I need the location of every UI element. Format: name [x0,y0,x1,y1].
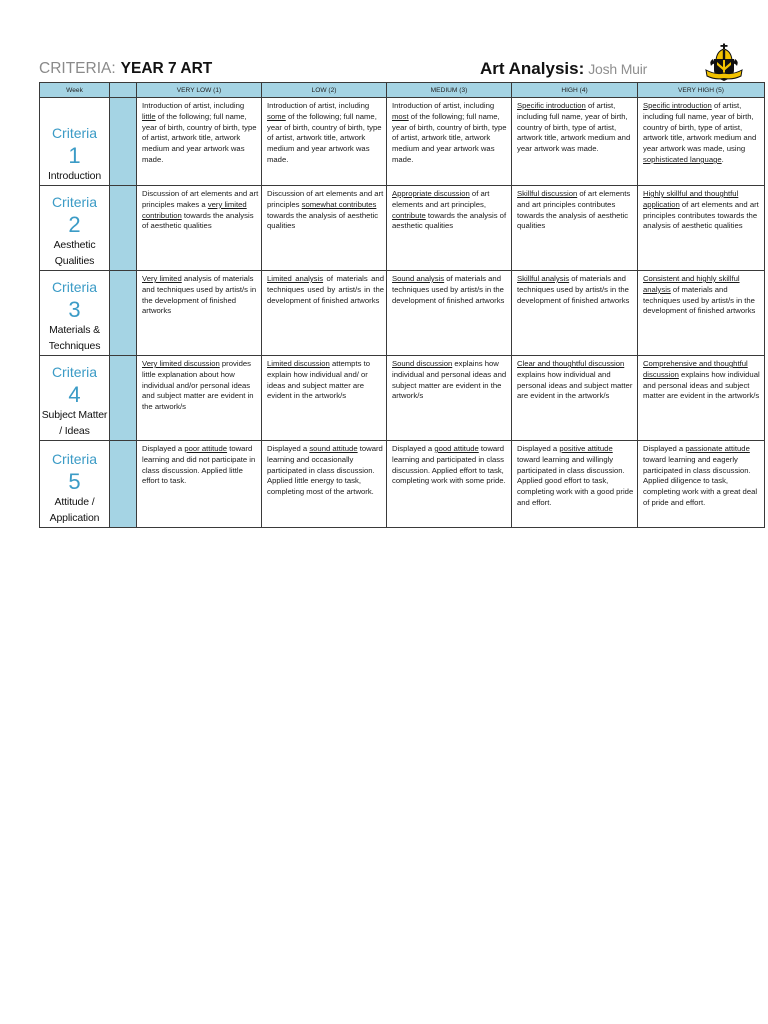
descriptor-high [512,356,638,441]
rubric-table [39,82,765,528]
emphasis-text: Sound discussion [392,359,453,368]
descriptor-low [262,186,387,271]
emphasis-text: passionate attitude [685,444,750,453]
descriptor-text: Discussion of art elements and art principles makes a [142,189,259,209]
criteria-name-line: Aesthetic [53,239,96,251]
emphasis-text: Consistent and highly skillful analysis [643,274,740,294]
criteria-name-line: Materials & [49,324,100,336]
descriptor-low [262,98,387,186]
level-header-very-high: VERY HIGH (5) [638,83,765,98]
descriptor-very-low [137,441,262,528]
descriptor-medium [387,441,512,528]
descriptor-text: toward learning and eagerly participated in class discussion. Applied diligence to task, completing work with a great deal of pride and effort. [643,454,758,507]
criteria-name-line: Techniques [48,339,101,352]
emphasis-text: very limited contribution [142,199,247,220]
shaded-column-cell [110,186,137,271]
descriptor-very-high [638,98,765,186]
rubric-header-row [40,83,765,98]
criteria-number: 2 [68,212,81,237]
descriptor-text: of artist, including full name, year of birth, country of birth, type of artist, artwork title, artwork medium and year artwork was made, using [643,101,757,154]
criteria-name-line: Introduction [47,169,102,182]
emphasis-text: Comprehensive and thoughtful discussion [643,359,748,379]
descriptor-text: toward learning and occasionally participated in class discussion. Applied little energy to task, completing most of the artwork. [267,444,383,497]
criteria-label-cell [40,356,110,441]
descriptor-text: toward learning and willingly participated in class discussion. Applied good effort to task, completing work with a good pride and effort. [517,454,634,507]
document-title [39,60,212,78]
emphasis-text: positive attitude [559,444,613,453]
descriptor-text: Discussion of art elements and art principles [267,189,384,209]
week-header: Week [40,83,110,98]
level-header-medium: MEDIUM (3) [387,83,512,98]
descriptor-text: . [721,154,724,164]
descriptor-low [262,271,387,356]
shaded-column-cell [110,441,137,528]
descriptor-text: of the following; full name, year of birth, country of birth, type of artist, artwork title, artwork medium and year artwork was made. [267,111,382,164]
descriptor-text: attempts to explain how individual and/ or ideas and subject matter are evident in the artwork/s [267,359,370,401]
descriptor-text: towards the analysis of aesthetic qualities [142,210,254,231]
criteria-name-line: Subject Matter [41,409,108,421]
descriptor-high [512,98,638,186]
emphasis-text: Highly skillful and thoughtful application [643,189,739,209]
emphasis-text: poor attitude [184,444,228,453]
emphasis-text: Appropriate discussion [392,189,470,198]
emphasis-text: Very limited discussion [142,359,220,368]
emphasis-text: Very limited [142,274,182,283]
emphasis-text: Specific introduction [643,101,712,110]
criteria-number: 1 [68,142,81,168]
descriptor-low [262,356,387,441]
criteria-name-line: Attitude / [54,496,95,508]
criteria-row-2 [40,186,765,271]
descriptor-text: Introduction of artist, including [392,101,495,110]
descriptor-text: of materials and techniques used by artist/s in the development of finished artworks [643,284,756,316]
criteria-row-5 [40,441,765,528]
student-name: Josh Muir [588,61,648,77]
descriptor-text: of art elements and art principles contributes towards the analysis of aesthetic qualities [517,189,631,231]
descriptor-text: towards the analysis of aesthetic qualities [267,210,379,231]
emphasis-text: Limited discussion [267,359,330,368]
analysis-title [480,59,647,79]
descriptor-text: explains how individual and personal ideas and subject matter are evident in the artwork/s [517,369,633,401]
emphasis-text: Sound analysis [392,274,445,283]
emphasis-text: little [142,111,156,121]
analysis-label: Art Analysis: [480,59,585,78]
descriptor-very-low [137,98,262,186]
criteria-label-cell [40,441,110,528]
criteria-number: 4 [68,382,81,407]
descriptor-text: of materials and techniques used by artist/s in the development of finished artworks [392,274,505,305]
descriptor-text: Introduction of artist, including [142,101,245,110]
criteria-row-3 [40,271,765,356]
emphasis-text: sound attitude [309,444,358,453]
criteria-number: 5 [68,469,81,494]
emphasis-text: Skillful analysis [517,274,570,283]
shaded-column-cell [110,98,137,186]
descriptor-text: toward learning and did not participate in class discussion. Applied little effort to task. [142,444,256,486]
descriptor-text: Displayed a [267,444,310,453]
emphasis-text: good attitude [434,444,479,453]
level-header-high: HIGH (4) [512,83,638,98]
criteria-word: Criteria [51,279,98,295]
criteria-name-line: Qualities [54,254,95,267]
descriptor-medium [387,356,512,441]
descriptor-text: Displayed a [517,444,560,453]
level-header-low: LOW (2) [262,83,387,98]
descriptor-text: of the following; full name, year of birth, country of birth, type of artist, artwork title, artwork medium and year artwork was made. [392,111,507,164]
descriptor-text: Displayed a [643,444,686,453]
descriptor-medium [387,98,512,186]
descriptor-very-high [638,356,765,441]
descriptor-text: provides little explanation about how individual and/or personal ideas and subject matter are evident in the artwork/s [142,359,254,412]
descriptor-very-high [638,271,765,356]
descriptor-text: Displayed a [142,444,185,453]
descriptor-high [512,441,638,528]
criteria-row-1 [40,98,765,186]
descriptor-text: of art elements and art principles, [392,189,490,209]
criteria-name-line: Application [49,511,100,524]
criteria-label-cell [40,98,110,186]
criteria-word: Criteria [51,124,98,141]
emphasis-text: Skillful discussion [517,189,578,198]
emphasis-text: most [392,111,409,121]
descriptor-very-high [638,186,765,271]
blank-header-cell [110,83,137,98]
school-crest-icon [704,43,744,85]
descriptor-text: analysis of materials and techniques used by artist/s in the development of finished artworks [142,274,257,316]
descriptor-text: Displayed a [392,444,435,453]
descriptor-text: towards the analysis of aesthetic qualities [392,210,507,231]
criteria-label-cell [40,271,110,356]
descriptor-high [512,186,638,271]
descriptor-text: explains how individual and personal ideas and subject matter are evident in the artwork/s [392,359,507,401]
descriptor-text: of art elements and art principles contributes towards the analysis of aesthetic qualities [643,199,759,231]
descriptor-medium [387,186,512,271]
criteria-word: Criteria [51,451,98,467]
criteria-word: Criteria [51,364,98,380]
year-title: YEAR 7 ART [120,60,213,77]
descriptor-very-high [638,441,765,528]
emphasis-text: somewhat contributes [301,199,377,209]
criteria-number: 3 [68,297,81,322]
descriptor-text: explains how individual and personal ideas and subject matter are evident in the artwork/s [643,369,760,401]
descriptor-very-low [137,271,262,356]
shaded-column-cell [110,356,137,441]
descriptor-text: of artist, including full name, year of birth, country of birth, type of artist, artwork title, artwork medium and year artwork was made. [517,101,631,154]
descriptor-text: toward learning and participated in class discussion. Applied effort to task, completing work with some pride. [392,444,506,486]
descriptor-text: of the following; full name, year of birth, country of birth, type of artist, artwork title, artwork medium and year artwork was made. [142,111,257,164]
shaded-column-cell [110,271,137,356]
descriptor-low [262,441,387,528]
criteria-row-4 [40,356,765,441]
descriptor-very-low [137,186,262,271]
level-header-very-low: VERY LOW (1) [137,83,262,98]
emphasis-text: contribute [392,210,426,220]
emphasis-text: some [267,111,286,121]
emphasis-text: Limited analysis [267,274,324,283]
descriptor-text: Introduction of artist, including [267,101,370,110]
descriptor-medium [387,271,512,356]
emphasis-text: Clear and thoughtful discussion [517,359,625,368]
emphasis-text: Specific introduction [517,101,586,110]
rubric-body [40,98,765,528]
descriptor-very-low [137,356,262,441]
criteria-label: CRITERIA: [39,60,116,77]
emphasis-text: sophisticated language [643,154,722,164]
criteria-label-cell [40,186,110,271]
criteria-name-line: / Ideas [59,424,90,437]
criteria-word: Criteria [51,194,98,210]
descriptor-text: of materials and techniques used by artist/s in the development of finished artworks [267,274,384,305]
descriptor-text: of materials and techniques used by artist/s in the development of finished artworks [517,274,630,305]
descriptor-high [512,271,638,356]
